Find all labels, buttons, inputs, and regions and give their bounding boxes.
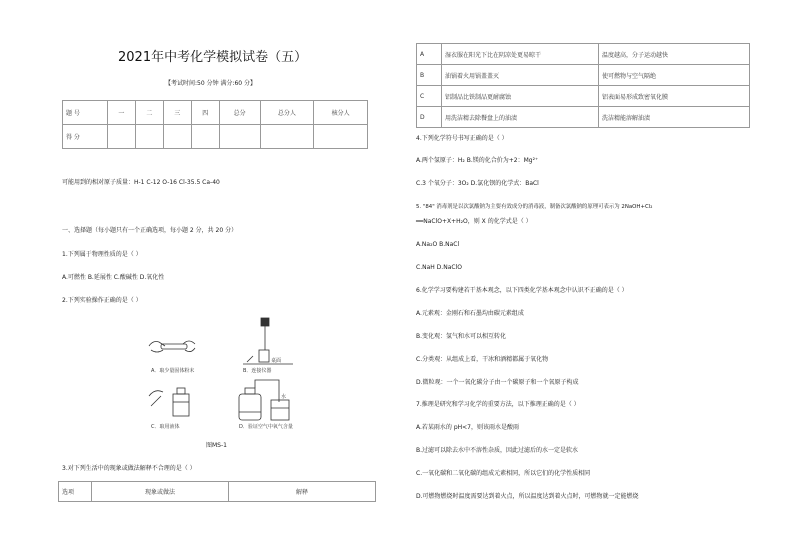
q3-cell: A <box>417 44 442 65</box>
score-header-cell: 核分人 <box>314 101 368 125</box>
q3-stem: 3.对下列生活中的现象或做法解释不合理的是（ ） <box>62 465 196 472</box>
q5-stem2: ══NaClO+X+H₂O，则 X 的化学式是（ ） <box>416 218 532 225</box>
q3-cell: 洗洁精能溶解油渍 <box>599 107 750 128</box>
q2-stem: 2.下列实验操作正确的是（ ） <box>62 297 142 304</box>
q3-cell: 用洗洁精去除餐盘上的油渍 <box>442 107 599 128</box>
caption-a: A．取少量固体粉末 <box>151 368 195 374</box>
q7-stem: 7.推理是研究和学习化学的重要方法，以下推理正确的是（ ） <box>416 401 580 408</box>
q2-figure <box>143 316 303 436</box>
q7-option: C.一氧化碳和二氧化碳的组成元素相同，所以它们的化学性质相同 <box>416 470 591 477</box>
section1-title: 一、选择题（每小题只有一个正确选项，每小题 2 分，共 20 分） <box>62 227 238 234</box>
caption-c: C．取用液体 <box>151 424 180 430</box>
q3-cell: D <box>417 107 442 128</box>
q3-cell: 使可燃物与空气隔绝 <box>599 65 750 86</box>
q4-stem: 4.下列化学符号书写正确的是（ ） <box>416 135 508 142</box>
score-header-cell: 四 <box>191 101 219 125</box>
score-cell[interactable] <box>191 125 219 149</box>
label-table: 桌面 <box>271 358 282 364</box>
score-row-label: 得 分 <box>63 125 108 149</box>
q3-cell: 铝表面易形成致密氧化膜 <box>599 86 750 107</box>
score-table <box>62 100 368 149</box>
score-cell[interactable] <box>107 125 135 149</box>
q5-opt1: A.Na₂O B.NaCl <box>416 241 460 248</box>
q6-option: B.变化观：氢气和水可以相互转化 <box>416 333 507 340</box>
q1-stem: 1.下列属于物理性质的是（ ） <box>62 251 142 258</box>
q3-cell: 湿衣服在阳光下比在阴凉处更易晾干 <box>442 44 599 65</box>
q7-option: B.过滤可以除去水中不溶性杂质，因此过滤后的水一定是软水 <box>416 447 579 454</box>
q4-line2: C.3 个氧分子：3O₂ D.氯化钡的化学式：BaCl <box>416 180 539 187</box>
q7-option: A.若某雨水的 pH<7，则该雨水是酸雨 <box>416 424 519 431</box>
atomic-masses: 可能用到的相对原子质量：H-1 C-12 O-16 Cl-35.5 Ca-40 <box>62 179 220 186</box>
score-header-cell: 总分人 <box>260 101 314 125</box>
tube-powder-illustration <box>149 341 195 352</box>
q4-line1: A.两个氢原子：H₂ B.镁的化合价为+2：Mg²⁺ <box>416 157 539 164</box>
caption-b: B．连接仪器 <box>243 368 272 374</box>
exam-info: 【考试时间:50 分钟 满分:60 分】 <box>165 80 257 87</box>
score-cell[interactable] <box>314 125 368 149</box>
q7-option: D.可燃物燃烧时温度需要达到着火点，所以温度达到着火点时，可燃物就一定能燃烧 <box>416 493 639 500</box>
q3-table-head <box>58 481 376 502</box>
score-header-cell: 二 <box>135 101 163 125</box>
q6-option: D.微粒观：一个一氧化碳分子由一个碳原子和一个氧原子构成 <box>416 379 579 386</box>
score-header-cell: 题 号 <box>63 101 108 125</box>
score-cell[interactable] <box>135 125 163 149</box>
q5-opt2: C.NaH D.NaClO <box>416 264 462 271</box>
figure-caption: 图MS-1 <box>206 442 227 449</box>
q5-stem: 5. "84" 消毒剂是以次氯酸钠为主要有效成分的消毒液，制备次氯酸钠的原理可表示为 2NaOH+Cl₂ <box>416 204 653 210</box>
q3-cell: 铝制品比铁制品更耐腐蚀 <box>442 86 599 107</box>
q3-header-option: 选项 <box>59 482 92 502</box>
q3-header-phenomenon: 现象或做法 <box>92 482 229 502</box>
q3-cell: B <box>417 65 442 86</box>
q3-table-body <box>416 43 750 128</box>
q1-options: A.可燃性 B.延展性 C.酸碱性 D.氧化性 <box>62 274 165 281</box>
q6-stem: 6.化学学习要构建若干基本观念，以下四类化学基本观念中认识不正确的是（ ） <box>416 287 628 294</box>
connect-apparatus-illustration <box>243 318 293 364</box>
q6-option: C.分类观：从组成上看，干冰和酒精都属于氧化物 <box>416 356 549 363</box>
label-water: 水 <box>281 394 287 400</box>
q6-option: A.元素观：金刚石和石墨均由碳元素组成 <box>416 310 524 317</box>
pour-liquid-illustration <box>149 388 189 416</box>
score-cell[interactable] <box>219 125 260 149</box>
score-cell[interactable] <box>163 125 191 149</box>
q3-header-explanation: 解释 <box>229 482 376 502</box>
page-title: 2021年中考化学模拟试卷（五） <box>118 50 308 65</box>
q3-cell: 油锅着火用锅盖盖灭 <box>442 65 599 86</box>
score-header-cell: 三 <box>163 101 191 125</box>
score-header-cell: 总分 <box>219 101 260 125</box>
q3-cell: 温度越高，分子运动越快 <box>599 44 750 65</box>
caption-d: D．验证空气中氧气含量 <box>239 424 293 430</box>
q3-cell: C <box>417 86 442 107</box>
score-cell[interactable] <box>260 125 314 149</box>
oxygen-test-illustration <box>239 380 289 420</box>
score-header-cell: 一 <box>107 101 135 125</box>
